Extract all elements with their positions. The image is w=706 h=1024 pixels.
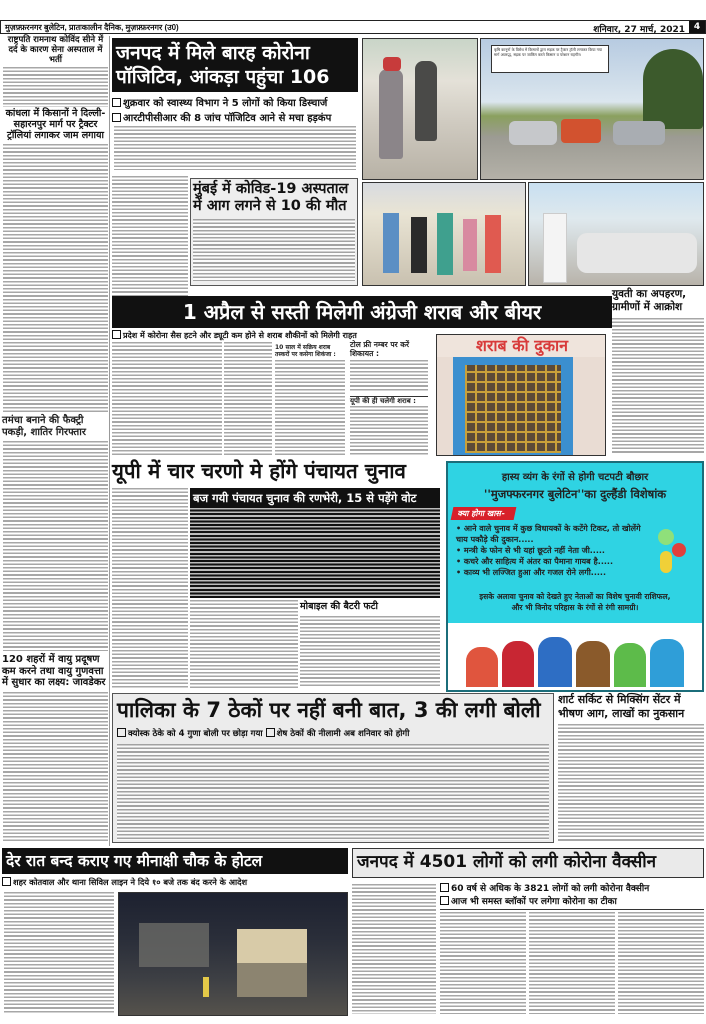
liquor-sub: प्रदेश में कोरोना सैस हटने और ड्यूटी कम होने से शराब शौकीनों को मिलेगी राहत [112,330,438,341]
seated-crowd [577,233,697,273]
mobile-headline: मोबाइल की बैटरी फटी [300,601,378,612]
fire-headline: शार्ट सर्किट से मिक्सिंग सेंटर में भीषण आग, लाखों का नुकसान [558,693,685,720]
story-body [3,144,108,412]
cartoon-laughing-people [466,629,686,687]
panchayat-body-inverse [190,508,440,598]
checkbox-bullet-icon [2,877,11,886]
head-load [383,57,401,71]
story-head-factory: तमंचा बनाने की फैक्ट्री पकड़ी, शातिर गिरफ्तार [2,415,86,438]
story-body [3,441,108,651]
car [509,121,557,145]
lead-body [114,126,356,170]
mumbai-headline: मुंबई में कोविड-19 अस्पताल में आग लगने से 10 की मौत [193,181,349,214]
balloon-icon [654,529,692,579]
story-body [193,219,355,281]
vaccine-sub-1: 60 वर्ष से अधिक के 3821 लोगों को लगी कोरोना वैक्सीन [440,881,704,894]
panchayat-sub: बज गयी पंचायत चुनाव की रणभेरी, 15 से पड़ेंगे वोट [190,488,440,508]
photo-liquor-shop [436,334,606,456]
photo-crowd [362,182,526,286]
ad-footer: इसके अलावा चुनाव को देखते हुए नेताओं का विशेष चुनावी राशिफल, और भी विनोद परिहास के रंगों से रंगी सामग्री। [479,592,671,612]
hotel-sub: शहर कोतवाल और थाना सिविल लाइन ने दिये १० बजे तक बंद करने के आदेश [2,877,348,888]
story-body [3,692,108,842]
panchayat-body [190,600,298,688]
checkbox-bullet-icon [117,728,126,737]
photo-caption: कृषि कानूनों के विरोध में किसानों द्वारा सड़क पर ट्रैक्टर ट्रॉली लगाकर किया गया मार्ग अवरुद्ध, सड़क पर जाकिंग करते किसान व परेशान राहगीर। [491,45,609,73]
masthead-title: मुज़फ़्फ़रनगर बुलेटिन, प्रातःकालीन दैनिक, मुज़फ़्फ़रनगर (उ0) [5,23,179,32]
person-figure [437,213,453,275]
checkbox-bullet-icon [112,330,121,339]
person-figure [379,69,403,159]
tree [643,49,703,129]
ad-line-2: ''मुजफ्फरनगर बुलेटिन''का दुल्हैंडी विशेषांक [483,487,667,501]
palika-body [117,744,549,840]
masthead-date: शनिवार, 27 मार्च, 2021 [593,25,685,35]
ad-bullet: • मन्त्री के फोन से भी यहां छूटते नहीं नेता जी..... [456,546,605,555]
checkbox-bullet-icon [266,728,275,737]
person-figure [411,217,427,273]
vaccine-body [529,912,615,1014]
person-figure [485,215,501,273]
story-head-president: राष्ट्रपति रामनाथ कोविंद सीने में दर्द के कारण सेना अस्पताल में भर्ती [7,35,104,65]
liquor-body [350,360,428,392]
photo-protest [528,182,704,286]
kidnap-body [612,318,704,454]
car [613,121,665,145]
palika-story [112,693,554,843]
liquor-body [350,406,428,456]
page-number: 4 [689,21,705,33]
tractor [561,119,601,143]
ad-bullet: • आने वाले चुनाव में कुछ विधायकों के कटेंगे टिकट, तो खोलेंगे चाय पकौड़े की दुकान..... [456,524,641,544]
vaccine-headline: जनपद में 4501 लोगों को लगी कोरोना वैक्सीन [357,852,657,872]
checkbox-bullet-icon [112,98,121,107]
mumbai-story [190,178,358,286]
liquor-body [112,342,222,456]
checkbox-bullet-icon [440,896,449,905]
shop-grill [465,365,561,453]
person-figure [415,61,437,141]
left-column [2,36,110,846]
person-figure [463,219,477,271]
liquor-inline-head-2: टोल फ्री नम्बर पर करें शिकायत : [350,340,410,358]
photo-tractor-blockade [480,38,704,180]
lead-sub-1: शुक्रवार को स्वास्थ्य विभाग ने 5 लोगों को किया डिस्चार्ज [112,95,358,109]
holi-special-ad [446,461,704,692]
ad-line-1: हास्य व्यंग के रंगों से होगी चटपटी बौछार [501,472,649,483]
story-head-pollution: 120 शहरों में वायु प्रदूषण कम करने तथा वायु गुणवत्ता में सुधार का लक्ष्य: जावडेकर [2,654,106,689]
liquor-body [275,360,345,456]
checkbox-bullet-icon [440,883,449,892]
ad-bullet: • कचरे और साहित्य में अंतर का पैमाना गायब है..... [456,557,613,566]
checkbox-bullet-icon [112,113,121,122]
vaccine-body [440,912,526,1014]
vaccine-headline-box [352,848,704,878]
panchayat-body [112,488,188,688]
ad-bullets [456,523,646,578]
ad-tag: क्या होगा खास- [451,507,517,520]
vaccine-body [352,884,436,1014]
story-head-kandhla: कांधला में किसानों ने दिल्ली-सहारनपुर मार्ग पर ट्रैक्टर ट्रॉलियां लगाकर जाम लगाया [5,108,106,142]
liquor-body [224,342,272,456]
liquor-headline: 1 अप्रैल से सस्ती मिलेगी अंग्रेजी शराब और बीयर [112,296,612,328]
lead-sub-2: आरटीपीसीआर की 8 जांच पॉजिटिव आने से मचा हड़कंप [112,110,358,124]
vaccine-body [618,912,704,1014]
panchayat-headline: यूपी में चार चरणो मे होंगे पंचायत चुनाव [112,459,406,483]
hotel-body [4,892,114,1014]
palika-headline: पालिका के 7 ठेकों पर नहीं बनी बात, 3 की लगी बोली [117,698,541,722]
fire-body [558,724,704,842]
liquor-inline-head-3: यूपी की ही चलेगी शराब : [350,396,428,406]
shop-sign: शराब की दुकान [437,335,606,357]
person-figure [543,213,567,283]
story-body [3,67,108,107]
ad-bullet: • काव्य भी लज्जित हुआ और गजल रोने लगी..... [456,568,606,577]
kidnap-headline: युवती का अपहरण, ग्रामीणों में आक्रोश [612,288,687,313]
person-figure [383,213,399,273]
vaccine-sub-2: आज भी समस्त ब्लॉकों पर लगेगा कोरोना का टीका [440,894,704,910]
liquor-inline-head-1: 10 साल में सक्रिय शराब तस्करों पर कसेगा शिकंजा : [275,344,336,358]
photo-hotel-night [118,892,348,1016]
hotel-headline: देर रात बन्द कराए गए मीनाक्षी चौक के होटल [2,848,348,874]
palika-subs: क्योस्क ठेके को 4 गुणा बोली पर छोड़ा गया शेष ठेकों की नीलामी अब शनिवार को होगी [117,728,553,739]
mobile-body [300,616,440,688]
masthead [0,20,706,34]
photo-walkers [362,38,478,180]
lead-headline: जनपद में मिले बारह कोरोना पॉजिटिव, आंकड़ा पहुंचा 106 [112,38,358,92]
